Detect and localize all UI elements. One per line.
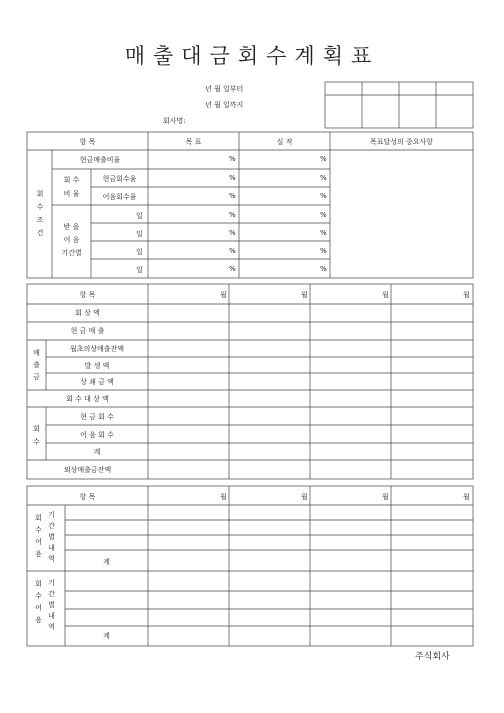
pct-a3: % — [320, 192, 327, 200]
s2-target-amount: 회 상 액 — [75, 309, 100, 317]
period-from: 년 월 일부터 — [205, 85, 244, 93]
s3-group1-right: 기간별내역 — [48, 511, 55, 563]
s2-writeoff: 상 쇄 금 액 — [80, 378, 114, 386]
s1-header-notes: 목표달성의 중요사항 — [369, 138, 434, 146]
s1-group-label — [33, 188, 47, 240]
s1-header-target: 목 표 — [185, 138, 202, 146]
s3-total-1: 계 — [103, 558, 110, 566]
s1-header-item: 항 목 — [79, 138, 96, 146]
page-title: 매출대금회수계획표 — [124, 44, 380, 68]
s3-month-1: 월 — [220, 493, 227, 501]
s2-subtotal: 계 — [93, 448, 101, 456]
s2-end-balance: 외상매출금잔액 — [63, 466, 112, 474]
s2-month-start-balance: 월초의상매출잔액 — [69, 345, 125, 353]
s3-total-2: 계 — [103, 632, 110, 640]
s3-group2-left: 회수어음 — [35, 580, 42, 624]
s1-bill-period-label: 받 을 어 음 기간별 — [61, 223, 82, 257]
s1-bill-collect: 어음회수율 — [102, 193, 137, 201]
s2-month-4: 월 — [463, 291, 470, 299]
pct-t2: % — [229, 174, 236, 182]
period-to: 년 월 일까지 — [205, 101, 244, 109]
s2-collect-group: 회수 — [33, 425, 40, 446]
s3-group1-left: 회수어음 — [35, 514, 42, 558]
s2-bill-collect: 어 음 회 수 — [80, 431, 114, 439]
s2-month-1: 월 — [220, 291, 227, 299]
s1-day-2: 일 — [136, 230, 143, 238]
s1-day-1: 일 — [136, 212, 143, 220]
s1-day-3: 일 — [136, 248, 143, 256]
s3-header-item: 항 목 — [79, 493, 96, 501]
pct-t6: % — [229, 247, 236, 255]
pct-t4: % — [229, 211, 236, 219]
pct-t7: % — [229, 265, 236, 273]
s3-group2-right: 기간별내역 — [48, 579, 55, 631]
pct-t5: % — [229, 229, 236, 237]
pct-a4: % — [320, 211, 327, 219]
s2-cash-sales: 현 금 매 출 — [70, 327, 105, 335]
pct-a6: % — [320, 247, 327, 255]
pct-t3: % — [229, 192, 236, 200]
pct-a2: % — [320, 174, 327, 182]
s2-month-2: 월 — [301, 291, 308, 299]
s1-collect-ratio-label: 회 수 비 율 — [63, 176, 80, 198]
pct-t1: % — [229, 155, 236, 163]
s2-collect-target: 회 수 대 상 액 — [66, 395, 109, 403]
s2-sales-group: 매출금 — [33, 349, 40, 381]
s1-day-4: 일 — [136, 266, 143, 274]
s3-month-4: 월 — [463, 493, 470, 501]
s3-month-3: 월 — [382, 493, 389, 501]
s1-header-actual: 실 적 — [276, 138, 293, 146]
pct-a1: % — [320, 155, 327, 163]
company-label: 회사명: — [163, 117, 186, 125]
s2-occurrence: 발 생 액 — [84, 362, 110, 370]
footer-company: 주식회사 — [415, 652, 450, 662]
s1-group-label-text: 회수조건 — [36, 190, 44, 237]
pct-a5: % — [320, 229, 327, 237]
s1-cash-collect: 현금회수율 — [102, 175, 137, 183]
s3-month-2: 월 — [301, 493, 308, 501]
s2-header-item: 항 목 — [79, 291, 96, 299]
s1-cash-ratio: 현금매출비율 — [79, 156, 121, 164]
s2-month-3: 월 — [382, 291, 389, 299]
pct-a7: % — [320, 265, 327, 273]
s2-cash-collect: 현 금 회 수 — [80, 413, 114, 421]
